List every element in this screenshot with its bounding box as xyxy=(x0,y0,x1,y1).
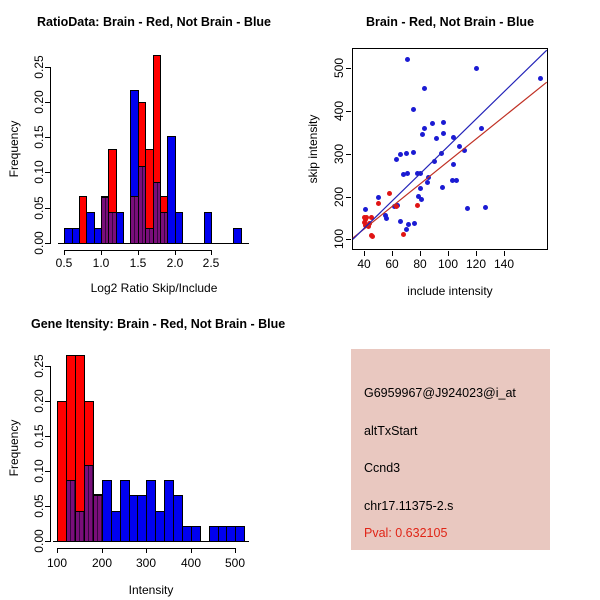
y-tick-label: 0.05 xyxy=(32,196,46,220)
y-tick-label: 0.10 xyxy=(32,160,46,184)
ratio-hist-x-axis-label: Log2 Ratio Skip/Include xyxy=(90,281,218,295)
x-tick-label: 0.5 xyxy=(55,256,73,270)
y-tick-label: 300 xyxy=(332,143,346,165)
x-axis-tick xyxy=(102,548,103,553)
scatter-x-axis-label: include intensity xyxy=(407,284,493,298)
x-tick-label: 2.5 xyxy=(202,256,220,270)
gene-hist-y-axis-label: Frequency xyxy=(7,419,21,477)
y-tick-label: 0.25 xyxy=(32,55,46,79)
ratio-hist-y-axis-label: Frequency xyxy=(7,120,21,178)
x-tick-label: 400 xyxy=(180,556,202,570)
y-tick-label: 0.20 xyxy=(32,389,46,413)
y-tick-label: 0.25 xyxy=(32,354,46,378)
gene-name-text: Ccnd3 xyxy=(364,461,401,475)
hist-bar-blue xyxy=(191,526,201,542)
y-tick-label: 200 xyxy=(332,186,346,208)
y-tick-label: 0.00 xyxy=(32,529,46,553)
scatter-y-axis-label: skip intensity xyxy=(306,114,320,184)
pval-text: Pval: 0.632105 xyxy=(364,526,448,540)
y-axis-line xyxy=(50,366,51,542)
y-tick-label: 500 xyxy=(332,57,346,79)
y-tick-label: 100 xyxy=(332,228,346,250)
x-tick-label: 40 xyxy=(357,257,371,271)
hist-bar-red xyxy=(84,401,94,466)
locus-text: chr17.11375-2.s xyxy=(364,499,454,513)
gene-hist-x-axis-label: Intensity xyxy=(128,583,174,597)
x-tick-label: 2.0 xyxy=(166,256,184,270)
x-tick-label: 80 xyxy=(413,257,427,271)
event-type-text: altTxStart xyxy=(364,424,418,438)
x-tick-label: 300 xyxy=(135,556,157,570)
x-tick-label: 100 xyxy=(46,556,68,570)
y-tick-label: 0.15 xyxy=(32,424,46,448)
x-tick-label: 1.5 xyxy=(129,256,147,270)
x-tick-label: 120 xyxy=(465,257,487,271)
x-tick-label: 500 xyxy=(224,556,246,570)
scatter-title: Brain - Red, Not Brain - Blue xyxy=(365,15,535,29)
x-axis-tick xyxy=(146,548,147,553)
x-tick-label: 140 xyxy=(493,257,515,271)
y-tick-label: 0.10 xyxy=(32,459,46,483)
y-tick-label: 0.00 xyxy=(32,231,46,255)
x-axis-tick xyxy=(235,548,236,553)
x-tick-label: 1.0 xyxy=(92,256,110,270)
y-tick-label: 400 xyxy=(332,100,346,122)
gene-hist-title: Gene Itensity: Brain - Red, Not Brain - Blue xyxy=(31,317,286,331)
y-tick-label: 0.15 xyxy=(32,125,46,149)
ratio-hist-title: RatioData: Brain - Red, Not Brain - Blue xyxy=(36,15,272,29)
y-tick-label: 0.05 xyxy=(32,494,46,518)
x-axis-tick xyxy=(191,548,192,553)
x-tick-label: 200 xyxy=(91,556,113,570)
probe-id-text: G6959967@J924023@i_at xyxy=(364,386,516,400)
y-tick-label: 0.20 xyxy=(32,90,46,114)
hist-bar-blue xyxy=(235,526,245,542)
x-axis-tick xyxy=(57,548,58,553)
x-tick-label: 100 xyxy=(437,257,459,271)
info-panel xyxy=(351,349,550,550)
x-tick-label: 60 xyxy=(385,257,399,271)
